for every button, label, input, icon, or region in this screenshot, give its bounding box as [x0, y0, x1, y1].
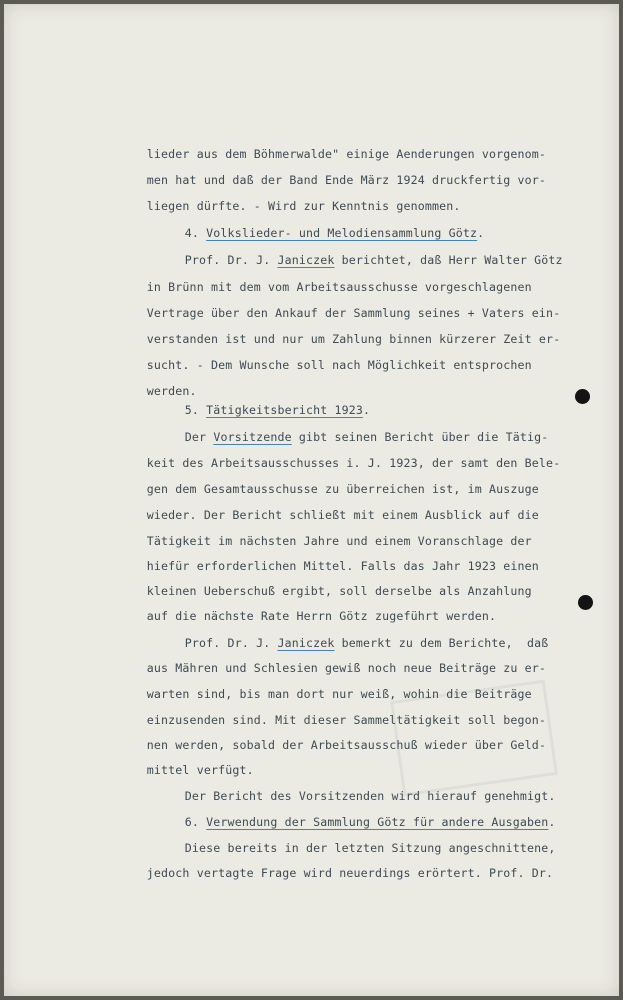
name-underlined: Janiczek: [277, 636, 335, 650]
section-title-underlined: Verwendung der Sammlung Götz für andere Ausgaben: [206, 815, 549, 829]
document-page: [4, 4, 619, 996]
section-title-underlined: Tätigkeitsbericht 1923: [206, 403, 364, 417]
text-segment: auf die nächste Rate Herrn Götz zugeführt werden.: [146, 609, 497, 623]
text-segment: bemerkt zu dem Berichte, daß: [334, 636, 549, 650]
text-segment: einzusenden sind. Mit dieser Sammeltätigkeit soll begon-: [146, 713, 547, 727]
text-segment: mittel verfügt.: [146, 763, 254, 777]
page-top-edge: [4, 4, 619, 5]
text-segment: nen werden, sobald der Arbeitsausschuß wieder über Geld-: [146, 738, 547, 752]
text-segment: in Brünn mit dem vom Arbeitsausschusse vorgeschlagenen: [146, 280, 532, 294]
text-segment: kleinen Ueberschuß ergibt, soll derselbe als Anzahlung: [146, 584, 532, 598]
punch-hole-upper: [575, 389, 590, 404]
text-segment: jedoch vertagte Frage wird neuerdings erörtert. Prof. Dr.: [146, 866, 554, 880]
text-segment: hiefür erforderlichen Mittel. Falls das Jahr 1923 einen: [146, 559, 539, 573]
text-segment: warten sind, bis man dort nur weiß, wohin die Beiträge: [146, 687, 532, 701]
text-segment: gibt seinen Bericht über die Tätig-: [291, 430, 549, 444]
text-segment: werden.: [146, 384, 197, 398]
text-segment: Prof. Dr. J.: [184, 636, 278, 650]
text-segment: men hat und daß der Band Ende März 1924 druckfertig vor-: [146, 173, 547, 187]
text-segment: Vertrage über den Ankauf der Sammlung seines + Vaters ein-: [146, 306, 561, 320]
text-segment: keit des Arbeitsausschusses i. J. 1923, der samt den Bele-: [146, 456, 561, 470]
section-title-underlined: Volkslieder- und Melodiensammlung Götz: [206, 226, 478, 240]
text-segment: Prof. Dr. J.: [184, 253, 278, 267]
text-segment: wieder. Der Bericht schließt mit einem Ausblick auf die: [146, 508, 539, 522]
text-segment: .: [548, 815, 556, 829]
text-segment: Diese bereits in der letzten Sitzung angeschnittene,: [184, 841, 556, 855]
text-segment: sucht. - Dem Wunsche soll nach Möglichkeit entsprochen: [146, 358, 532, 372]
text-segment: Der: [184, 430, 214, 444]
text-segment: .: [477, 226, 485, 240]
text-segment: lieder aus dem Böhmerwalde" einige Aenderungen vorgenom-: [146, 147, 547, 161]
text-line: [104, 849, 553, 897]
text-segment: .: [363, 403, 371, 417]
text-segment: gen dem Gesamtausschusse zu überreichen ist, im Auszuge: [146, 482, 539, 496]
text-segment: Tätigkeit im nächsten Jahre und einem Voranschlage der: [146, 534, 532, 548]
text-segment: aus Mähren und Schlesien gewiß noch neue Beiträge zu er-: [146, 661, 547, 675]
text-segment: liegen dürfte. - Wird zur Kenntnis genommen.: [146, 199, 461, 213]
text-segment: verstanden ist und nur um Zahlung binnen kürzerer Zeit er-: [146, 332, 561, 346]
section-number: 5.: [184, 403, 207, 417]
name-underlined: Janiczek: [277, 253, 335, 267]
text-segment: berichtet, daß Herr Walter Götz: [334, 253, 563, 267]
section-number: 4.: [184, 226, 207, 240]
text-segment: Der Bericht des Vorsitzenden wird hierauf genehmigt.: [184, 789, 556, 803]
name-underlined: Vorsitzende: [213, 430, 292, 444]
section-number: 6.: [184, 815, 207, 829]
punch-hole-lower: [578, 595, 593, 610]
